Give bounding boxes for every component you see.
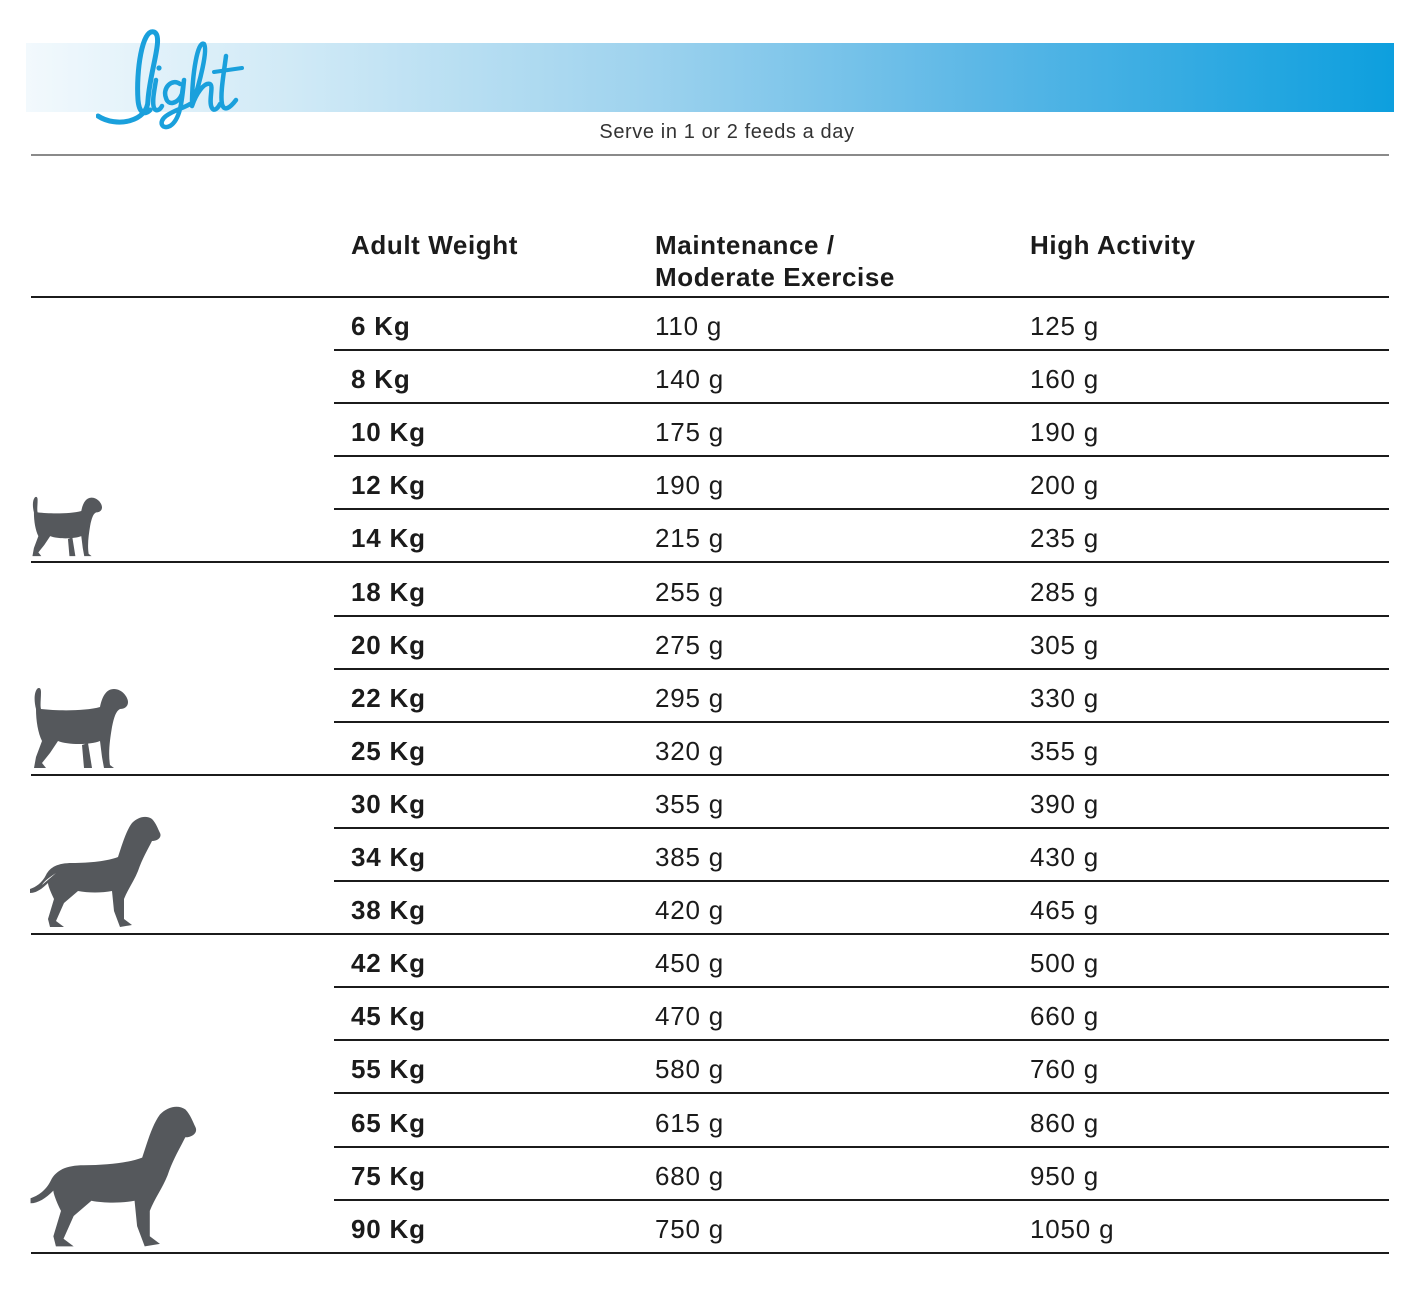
header-maintenance-line1: Maintenance / bbox=[655, 230, 835, 260]
adult-weight-cell: 42 Kg bbox=[351, 948, 426, 979]
adult-weight-cell: 25 Kg bbox=[351, 735, 426, 766]
maintenance-cell: 580 g bbox=[655, 1054, 725, 1085]
row-divider bbox=[31, 1252, 1389, 1254]
high-activity-cell: 190 g bbox=[1030, 417, 1100, 448]
high-activity-cell: 305 g bbox=[1030, 629, 1100, 660]
table-row bbox=[0, 882, 1428, 935]
serving-instructions: Serve in 1 or 2 feeds a day bbox=[599, 121, 855, 143]
maintenance-cell: 295 g bbox=[655, 682, 725, 713]
high-activity-cell: 760 g bbox=[1030, 1054, 1100, 1085]
high-activity-cell: 355 g bbox=[1030, 735, 1100, 766]
maintenance-cell: 320 g bbox=[655, 735, 725, 766]
high-activity-cell: 330 g bbox=[1030, 682, 1100, 713]
table-row bbox=[0, 298, 1428, 351]
maintenance-cell: 355 g bbox=[655, 788, 725, 819]
adult-weight-cell: 65 Kg bbox=[351, 1107, 426, 1138]
adult-weight-cell: 55 Kg bbox=[351, 1054, 426, 1085]
high-activity-cell: 200 g bbox=[1030, 470, 1100, 501]
adult-weight-cell: 20 Kg bbox=[351, 629, 426, 660]
large-dog-icon bbox=[28, 815, 162, 928]
maintenance-cell: 275 g bbox=[655, 629, 725, 660]
table-row bbox=[0, 564, 1428, 617]
adult-weight-cell: 18 Kg bbox=[351, 576, 426, 607]
table-row bbox=[0, 1148, 1428, 1201]
high-activity-cell: 1050 g bbox=[1030, 1213, 1115, 1244]
maintenance-cell: 680 g bbox=[655, 1160, 725, 1191]
adult-weight-cell: 90 Kg bbox=[351, 1213, 426, 1244]
adult-weight-cell: 45 Kg bbox=[351, 1001, 426, 1032]
table-row bbox=[0, 351, 1428, 404]
adult-weight-cell: 8 Kg bbox=[351, 364, 411, 395]
high-activity-cell: 465 g bbox=[1030, 895, 1100, 926]
high-activity-cell: 860 g bbox=[1030, 1107, 1100, 1138]
maintenance-cell: 175 g bbox=[655, 417, 725, 448]
light-logo bbox=[96, 22, 246, 132]
maintenance-cell: 450 g bbox=[655, 948, 725, 979]
table-row bbox=[0, 829, 1428, 882]
high-activity-cell: 950 g bbox=[1030, 1160, 1100, 1191]
maintenance-cell: 110 g bbox=[655, 311, 723, 341]
maintenance-cell: 470 g bbox=[655, 1001, 725, 1032]
giant-dog-icon bbox=[28, 1104, 198, 1248]
adult-weight-cell: 75 Kg bbox=[351, 1160, 426, 1191]
table-row bbox=[0, 510, 1428, 563]
table-row bbox=[0, 723, 1428, 776]
table-row bbox=[0, 670, 1428, 723]
adult-weight-cell: 12 Kg bbox=[351, 470, 426, 501]
small-dog-icon bbox=[28, 493, 102, 557]
high-activity-cell: 235 g bbox=[1030, 523, 1100, 554]
table-row bbox=[0, 1201, 1428, 1254]
adult-weight-cell: 34 Kg bbox=[351, 842, 426, 872]
table-row bbox=[0, 457, 1428, 510]
high-activity-cell: 125 g bbox=[1030, 311, 1100, 341]
maintenance-cell: 420 g bbox=[655, 895, 725, 926]
adult-weight-cell: 10 Kg bbox=[351, 417, 426, 448]
header-high-activity: High Activity bbox=[1030, 230, 1196, 260]
maintenance-cell: 750 g bbox=[655, 1213, 725, 1244]
table-row bbox=[0, 404, 1428, 457]
adult-weight-cell: 30 Kg bbox=[351, 788, 426, 819]
header-maintenance bbox=[655, 229, 895, 293]
maintenance-cell: 140 g bbox=[655, 364, 725, 395]
maintenance-cell: 190 g bbox=[655, 470, 725, 501]
header-adult-weight: Adult Weight bbox=[351, 230, 519, 260]
table-row bbox=[0, 988, 1428, 1041]
maintenance-cell: 385 g bbox=[655, 842, 725, 872]
adult-weight-cell: 6 Kg bbox=[351, 311, 411, 341]
header-maintenance-line2: Moderate Exercise bbox=[655, 262, 895, 292]
adult-weight-cell: 22 Kg bbox=[351, 682, 426, 713]
adult-weight-cell: 14 Kg bbox=[351, 523, 426, 554]
high-activity-cell: 660 g bbox=[1030, 1001, 1100, 1032]
table-row bbox=[0, 617, 1428, 670]
table-row bbox=[0, 1095, 1428, 1148]
medium-dog-icon bbox=[28, 682, 128, 770]
maintenance-cell: 255 g bbox=[655, 576, 725, 607]
maintenance-cell: 215 g bbox=[655, 523, 725, 554]
table-row bbox=[0, 1041, 1428, 1094]
high-activity-cell: 430 g bbox=[1030, 842, 1100, 872]
high-activity-cell: 160 g bbox=[1030, 364, 1100, 395]
maintenance-cell: 615 g bbox=[655, 1107, 725, 1138]
table-row bbox=[0, 935, 1428, 988]
adult-weight-cell: 38 Kg bbox=[351, 895, 426, 926]
high-activity-cell: 390 g bbox=[1030, 788, 1100, 819]
top-divider bbox=[31, 154, 1389, 156]
high-activity-cell: 500 g bbox=[1030, 948, 1100, 979]
high-activity-cell: 285 g bbox=[1030, 576, 1100, 607]
table-row bbox=[0, 776, 1428, 829]
